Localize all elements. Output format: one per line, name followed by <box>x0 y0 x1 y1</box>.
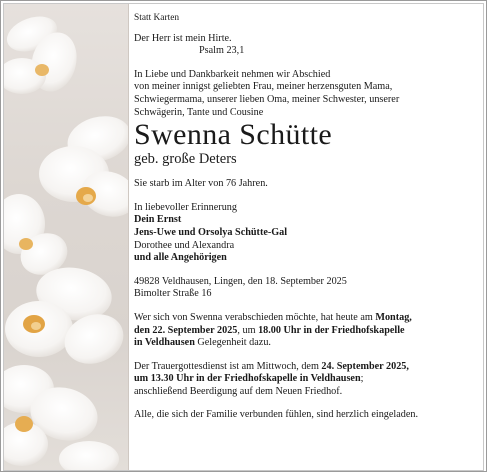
closing-line: Alle, die sich der Familie verbunden fühlen, sind herzlich eingeladen. <box>134 409 419 421</box>
notice-inner-border <box>3 3 484 471</box>
notice-text <box>134 12 479 422</box>
verse-reference: Psalm 23,1 <box>199 45 245 57</box>
mourners-intro: In liebevoller Erinnerung <box>134 201 237 213</box>
intro-line: Schwiegermama, unserer lieben Oma, meiner Schwester, unserer <box>134 93 400 105</box>
age-line: Sie starb im Alter von 76 Jahren. <box>134 178 268 190</box>
visitation-paragraph: Wer sich von Swenna verabschieden möchte, hat heute am Montag, den 22. September 2025, um 18.00 Uhr in der Friedhofskapelle in Veldhausen Gelegenheit dazu. <box>134 311 412 349</box>
verse-line: Der Herr ist mein Hirte. <box>134 32 232 44</box>
mourner-line: Dorothee und Alexandra <box>134 239 235 251</box>
service-paragraph: Der Trauergottesdienst ist am Mittwoch, dem 24. September 2025, um 13.30 Uhr in der Friedhofskapelle in Veldhausen; anschließend Beerdigung auf dem Neuen Friedhof. <box>134 360 409 397</box>
intro-line: von meiner innigst geliebten Frau, meiner herzensguten Mama, <box>134 81 393 93</box>
orchid-illustration <box>4 4 129 470</box>
birth-name: geb. große Deters <box>134 151 237 168</box>
intro-line: In Liebe und Dankbarkeit nehmen wir Abschied <box>134 68 331 80</box>
intro-line: Schwägerin, Tante und Cousine <box>134 106 264 118</box>
mourner-line: Jens-Uwe und Orsolya Schütte-Gal <box>134 226 288 238</box>
orchid-photo <box>4 4 129 470</box>
mourner-line: Dein Ernst <box>134 214 182 226</box>
address-line: 49828 Veldhausen, Lingen, den 18. September 2025 <box>134 275 347 287</box>
header-line: Statt Karten <box>134 13 180 23</box>
mourner-line: und alle Angehörigen <box>134 252 227 264</box>
address-line: Bimolter Straße 16 <box>134 288 212 300</box>
deceased-name: Swenna Schütte <box>134 118 333 152</box>
